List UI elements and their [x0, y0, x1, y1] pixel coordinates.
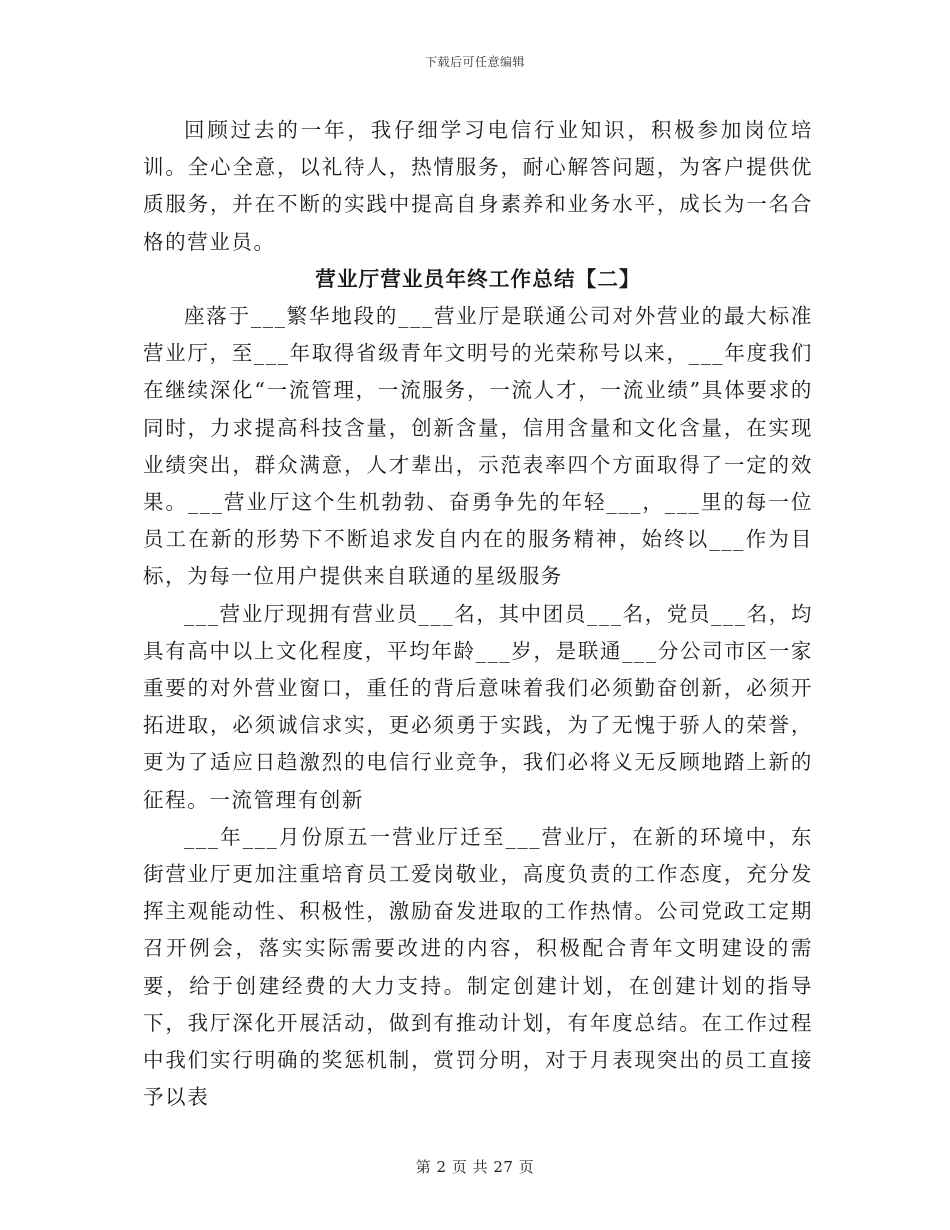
paragraph-3: ___营业厅现拥有营业员___名，其中团员___名，党员___名，均具有高中以上文化程度，平均年龄___岁，是联通___分公司市区一家重要的对外营业窗口，重任的背后意味着我们必须勤奋创新，必须开拓进取，必须诚信求实，更必须勇于实践，为了无愧于骄人的荣誉，更为了适应日趋激烈的电信行业竞争，我们必将义无反顾地踏上新的征程。一流管理有创新 [143, 601, 813, 812]
document-body [143, 112, 813, 1116]
header-note: 下载后可任意编辑 [424, 55, 525, 69]
paragraph-1: 回顾过去的一年，我仔细学习电信行业知识，积极参加岗位培训。全心全意，以礼待人，热情服务，耐心解答问题，为客户提供优质服务，并在不断的实践中提高自身素养和业务水平，成长为一名合格的营业员。 [143, 118, 813, 254]
paragraph-2: 座落于___繁华地段的___营业厅是联通公司对外营业的最大标准营业厅，至___年取得省级青年文明号的光荣称号以来，___年度我们在继续深化“一流管理，一流服务，一流人才，一流业绩”具体要求的同时，力求提高科技含量，创新含量，信用含量和文化含量，在实现业绩突出，群众满意，人才辈出，示范表率四个方面取得了一定的效果。___营业厅这个生机勃勃、奋勇争先的年轻___，___里的每一位员工在新的形势下不断追求发自内在的服务精神，始终以___作为目标，为每一位用户提供来自联通的星级服务 [143, 304, 813, 589]
page-footer: 第 2 页 共 27 页 [415, 1158, 535, 1176]
paragraph-4: ___年___月份原五一营业厅迁至___营业厅，在新的环境中，东街营业厅更加注重培育员工爱岗敬业，高度负责的工作态度，充分发挥主观能动性、积极性，激励奋发进取的工作热情。公司党政工定期召开例会，落实实际需要改进的内容，积极配合青年文明建设的需要，给于创建经费的大力支持。制定创建计划，在创建计划的指导下，我厅深化开展活动，做到有推动计划，有年度总结。在工作过程中我们实行明确的奖惩机制，赏罚分明，对于月表现突出的员工直接予以表 [143, 824, 813, 1110]
section-title: 营业厅营业员年终工作总结【二】 [315, 266, 641, 291]
